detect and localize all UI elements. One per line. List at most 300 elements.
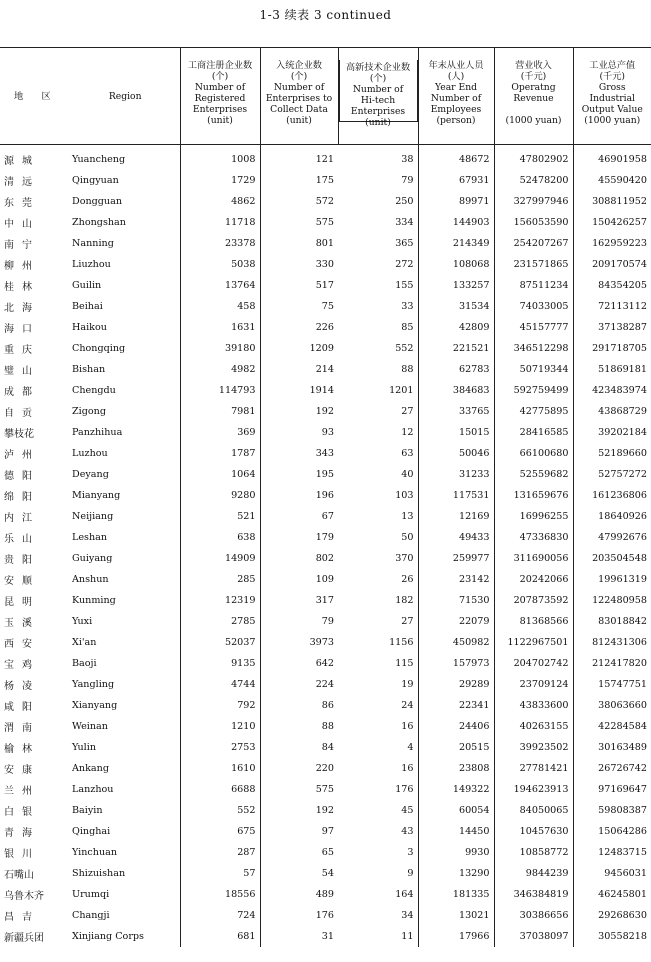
revenue-cell: 204702742 (494, 653, 573, 674)
output-cell: 150426257 (592, 217, 647, 228)
collect-cell: 93 (321, 427, 334, 438)
revenue-cell: 27781421 (494, 758, 573, 779)
collect-cell: 84 (321, 742, 334, 753)
registered-cell: 1631 (180, 317, 260, 338)
registered-cell: 1210 (180, 716, 260, 737)
employees-cell: 221521 (418, 338, 494, 359)
registered-cell: 14909 (180, 548, 260, 569)
table-row (0, 338, 651, 359)
employees-cell: 108068 (418, 254, 494, 275)
region-header-cn: 地 区 (14, 90, 51, 102)
employees-cell: 24406 (418, 716, 494, 737)
table-row (0, 926, 651, 947)
output-cell: 47992676 (598, 532, 647, 543)
revenue-cell: 45157777 (494, 317, 573, 338)
table-row (0, 569, 651, 590)
region-cn-cell: 昆明 (4, 597, 40, 608)
registered-header (180, 48, 260, 145)
collect-cell: 175 (315, 175, 334, 186)
table-row (0, 590, 651, 611)
employees-cell: 13290 (418, 863, 494, 884)
table-row (0, 317, 651, 338)
output-cell: 209170574 (592, 259, 647, 270)
hitech-cell: 552 (338, 338, 418, 359)
registered-cell: 114793 (180, 380, 260, 401)
revenue-cell: 207873592 (494, 590, 573, 611)
collect-cell: 109 (315, 574, 334, 585)
employees-cell: 15015 (418, 422, 494, 443)
region-cn-cell: 渭南 (4, 723, 40, 734)
collect-header-line: Number of (273, 82, 325, 93)
hitech-cell: 40 (338, 464, 418, 485)
hitech-cell: 11 (338, 926, 418, 947)
hitech-cell: 85 (338, 317, 418, 338)
registered-cell: 2753 (180, 737, 260, 758)
output-cell: 162959223 (592, 238, 647, 249)
employees-cell: 71530 (418, 590, 494, 611)
region-en-cell: Haikou (70, 317, 180, 338)
output-cell: 52189660 (598, 448, 647, 459)
collect-cell: 195 (315, 469, 334, 480)
output-cell: 15064286 (598, 826, 647, 837)
employees-cell: 259977 (418, 548, 494, 569)
hitech-cell: 12 (338, 422, 418, 443)
revenue-cell: 39923502 (494, 737, 573, 758)
employees-cell: 14450 (418, 821, 494, 842)
hitech-cell: 63 (338, 443, 418, 464)
output-cell: 43868729 (598, 406, 647, 417)
output-cell: 423483974 (592, 385, 647, 396)
collect-cell: 1914 (309, 385, 334, 396)
table-row (0, 884, 651, 905)
revenue-cell: 16996255 (494, 506, 573, 527)
output-cell: 161236806 (592, 490, 647, 501)
table-row (0, 485, 651, 506)
region-cn-cell: 新疆兵团 (4, 933, 44, 944)
registered-cell: 724 (180, 905, 260, 926)
output-header-line: (千元) (599, 71, 626, 82)
employees-cell: 42809 (418, 317, 494, 338)
registered-cell: 12319 (180, 590, 260, 611)
collect-header-line: Collect Data (270, 104, 328, 115)
hitech-cell: 43 (338, 821, 418, 842)
revenue-header-line: (千元) (520, 71, 547, 82)
table-row (0, 695, 651, 716)
registered-cell: 1729 (180, 170, 260, 191)
registered-header-line: Number of (194, 82, 246, 93)
employees-cell: 17966 (418, 926, 494, 947)
employees-header-line: (人) (447, 71, 465, 82)
collect-cell: 75 (321, 301, 334, 312)
output-cell: 97169647 (598, 784, 647, 795)
registered-cell: 18556 (180, 884, 260, 905)
region-cn-cell: 白银 (4, 807, 40, 818)
hitech-cell: 155 (338, 275, 418, 296)
collect-cell: 1209 (309, 343, 334, 354)
employees-cell: 144903 (418, 212, 494, 233)
hitech-cell: 24 (338, 695, 418, 716)
region-en-cell: Baoji (70, 653, 180, 674)
registered-cell: 6688 (180, 779, 260, 800)
revenue-cell: 156053590 (494, 212, 573, 233)
output-cell: 83018842 (598, 616, 647, 627)
hitech-cell: 4 (338, 737, 418, 758)
table-row (0, 800, 651, 821)
output-cell: 29268630 (598, 910, 647, 921)
registered-header-line: Enterprises (192, 104, 248, 115)
collect-cell: 220 (315, 763, 334, 774)
employees-cell: 49433 (418, 527, 494, 548)
table-row (0, 296, 651, 317)
employees-header-line: (person) (436, 115, 476, 126)
region-cn-cell: 乐山 (4, 534, 40, 545)
output-cell: 37138287 (598, 322, 647, 333)
region-cn-cell: 兰州 (4, 786, 40, 797)
region-cn-cell: 乌鲁木齐 (4, 891, 44, 902)
revenue-cell: 231571865 (494, 254, 573, 275)
output-header-line: 工业总产值 (589, 60, 636, 71)
registered-header-line: (个) (211, 71, 229, 82)
hitech-header (338, 48, 418, 145)
collect-cell: 642 (315, 658, 334, 669)
region-en-cell: Leshan (70, 527, 180, 548)
region-cn-cell: 柳州 (4, 261, 40, 272)
collect-cell: 97 (321, 826, 334, 837)
output-cell: 39202184 (598, 427, 647, 438)
output-cell: 59808387 (598, 805, 647, 816)
output-cell: 45590420 (598, 175, 647, 186)
output-header (573, 48, 651, 145)
hitech-cell: 50 (338, 527, 418, 548)
output-cell: 12483715 (598, 847, 647, 858)
employees-cell: 181335 (418, 884, 494, 905)
collect-header-line: 入统企业数 (276, 60, 322, 71)
region-en-cell: Yinchuan (70, 842, 180, 863)
region-cn-cell: 绵阳 (4, 492, 40, 503)
region-en-cell: Qingyuan (70, 170, 180, 191)
hitech-cell: 250 (338, 191, 418, 212)
table-row (0, 443, 651, 464)
output-cell: 52757272 (598, 469, 647, 480)
hitech-cell: 27 (338, 611, 418, 632)
output-cell: 212417820 (592, 658, 647, 669)
employees-cell: 48672 (418, 145, 494, 171)
hitech-header-box (339, 60, 418, 128)
table-row (0, 758, 651, 779)
table-row (0, 212, 651, 233)
region-en-cell: Mianyang (70, 485, 180, 506)
employees-cell: 22079 (418, 611, 494, 632)
output-header-line: Industrial (589, 93, 635, 104)
output-cell: 308811952 (592, 196, 647, 207)
region-en-cell: Luzhou (70, 443, 180, 464)
collect-cell: 517 (315, 280, 334, 291)
employees-cell: 60054 (418, 800, 494, 821)
registered-cell: 1064 (180, 464, 260, 485)
collect-cell: 572 (315, 196, 334, 207)
employees-cell: 12169 (418, 506, 494, 527)
registered-cell: 285 (180, 569, 260, 590)
region-en-cell: Yangling (70, 674, 180, 695)
hitech-header-line: Number of (352, 84, 404, 95)
revenue-cell: 20242066 (494, 569, 573, 590)
table-row (0, 275, 651, 296)
region-en-cell: Kunming (70, 590, 180, 611)
output-header-line: (1000 yuan) (584, 115, 641, 126)
region-en-cell: Anshun (70, 569, 180, 590)
region-en-cell: Xianyang (70, 695, 180, 716)
collect-cell: 343 (315, 448, 334, 459)
region-en-cell: Yuxi (70, 611, 180, 632)
hitech-cell: 38 (338, 145, 418, 171)
table-row (0, 653, 651, 674)
output-cell: 46901958 (598, 154, 647, 165)
output-header-line: Gross (598, 82, 626, 93)
output-cell: 30163489 (598, 742, 647, 753)
registered-cell: 792 (180, 695, 260, 716)
registered-cell: 287 (180, 842, 260, 863)
hitech-header-line: Hi-tech (360, 95, 396, 106)
hitech-cell: 26 (338, 569, 418, 590)
revenue-cell: 87511234 (494, 275, 573, 296)
table-row (0, 145, 651, 171)
revenue-cell: 40263155 (494, 716, 573, 737)
registered-cell: 638 (180, 527, 260, 548)
region-en-cell: Qinghai (70, 821, 180, 842)
employees-header-line: Employees (430, 104, 482, 115)
hitech-header-line: Enterprises (350, 106, 406, 117)
table-row (0, 611, 651, 632)
collect-cell: 79 (321, 616, 334, 627)
hitech-cell: 33 (338, 296, 418, 317)
table-row (0, 233, 651, 254)
employees-cell: 214349 (418, 233, 494, 254)
region-cn-cell: 咸阳 (4, 702, 40, 713)
hitech-cell: 164 (338, 884, 418, 905)
collect-cell: 176 (315, 910, 334, 921)
revenue-cell: 47336830 (494, 527, 573, 548)
output-cell: 26726742 (598, 763, 647, 774)
table-row (0, 464, 651, 485)
region-cn-cell: 榆林 (4, 744, 40, 755)
region-en-cell: Shizuishan (70, 863, 180, 884)
table-body (0, 145, 651, 948)
hitech-cell: 34 (338, 905, 418, 926)
employees-cell: 450982 (418, 632, 494, 653)
region-en-cell: Nanning (70, 233, 180, 254)
table-row (0, 737, 651, 758)
region-cn-cell: 泸州 (4, 450, 40, 461)
region-cn-cell: 东莞 (4, 198, 40, 209)
registered-cell: 369 (180, 422, 260, 443)
region-en-cell: Baiyin (70, 800, 180, 821)
region-cn-cell: 安康 (4, 765, 40, 776)
registered-cell: 9280 (180, 485, 260, 506)
registered-cell: 675 (180, 821, 260, 842)
region-cn-cell: 银川 (4, 849, 40, 860)
revenue-cell: 194623913 (494, 779, 573, 800)
employees-cell: 9930 (418, 842, 494, 863)
table-row (0, 191, 651, 212)
collect-cell: 226 (315, 322, 334, 333)
region-header-en: Region (108, 90, 142, 102)
registered-cell: 681 (180, 926, 260, 947)
table-row (0, 632, 651, 653)
registered-cell: 1610 (180, 758, 260, 779)
hitech-cell: 176 (338, 779, 418, 800)
collect-cell: 224 (315, 679, 334, 690)
table-row (0, 359, 651, 380)
table-row (0, 863, 651, 884)
region-en-cell: Bishan (70, 359, 180, 380)
output-cell: 72113112 (598, 301, 647, 312)
collect-cell: 31 (321, 931, 334, 942)
page-title: 1-3 续表 3 continued (259, 8, 392, 22)
output-cell: 18640926 (598, 511, 647, 522)
table-row (0, 506, 651, 527)
output-header-line: Output Value (581, 104, 643, 115)
employees-cell: 117531 (418, 485, 494, 506)
region-en-cell: Lanzhou (70, 779, 180, 800)
revenue-cell: 23709124 (494, 674, 573, 695)
collect-cell: 3973 (309, 637, 334, 648)
revenue-header-line (497, 104, 571, 115)
header-row (0, 48, 651, 145)
employees-header-line: Year End (435, 82, 477, 93)
region-cn-cell: 璧山 (4, 366, 40, 377)
output-cell: 203504548 (592, 553, 647, 564)
registered-cell: 1787 (180, 443, 260, 464)
registered-cell: 7981 (180, 401, 260, 422)
hitech-cell: 79 (338, 170, 418, 191)
table-row (0, 821, 651, 842)
region-cn-cell: 重庆 (4, 345, 40, 356)
revenue-header-line: 营业收入 (515, 60, 552, 71)
registered-header-line: 工商注册企业数 (187, 60, 253, 71)
collect-header-line: (unit) (286, 115, 312, 126)
region-cn-cell: 成都 (4, 387, 40, 398)
employees-cell: 31233 (418, 464, 494, 485)
region-en-cell: Dongguan (70, 191, 180, 212)
region-cn-cell: 安顺 (4, 576, 40, 587)
output-cell: 84354205 (598, 280, 647, 291)
region-cn-cell: 海口 (4, 324, 40, 335)
registered-cell: 4862 (180, 191, 260, 212)
revenue-header-line: (1000 yuan) (505, 115, 562, 126)
region-en-cell: Beihai (70, 296, 180, 317)
registered-cell: 552 (180, 800, 260, 821)
region-en-cell: Weinan (70, 716, 180, 737)
region-cn-cell: 西安 (4, 639, 40, 650)
table-row (0, 422, 651, 443)
table-row (0, 527, 651, 548)
region-en-cell: Ankang (70, 758, 180, 779)
employees-header-line: Number of (430, 93, 482, 104)
region-en-cell: Guilin (70, 275, 180, 296)
revenue-header (494, 48, 573, 145)
registered-cell: 4982 (180, 359, 260, 380)
region-cn-cell: 北海 (4, 303, 40, 314)
region-cn-cell: 攀枝花 (4, 429, 34, 440)
collect-cell: 489 (315, 889, 334, 900)
region-en-cell: Yulin (70, 737, 180, 758)
region-cn-cell: 宝鸡 (4, 660, 40, 671)
employees-cell: 20515 (418, 737, 494, 758)
revenue-cell: 50719344 (494, 359, 573, 380)
output-cell: 51869181 (598, 364, 647, 375)
employees-cell: 23808 (418, 758, 494, 779)
region-cn-cell: 中山 (4, 219, 40, 230)
region-cn-cell: 贵阳 (4, 555, 40, 566)
employees-cell: 89971 (418, 191, 494, 212)
collect-cell: 317 (315, 595, 334, 606)
table-row (0, 401, 651, 422)
statistics-table (0, 47, 651, 947)
registered-cell: 5038 (180, 254, 260, 275)
hitech-cell: 365 (338, 233, 418, 254)
registered-cell: 13764 (180, 275, 260, 296)
revenue-cell: 42775895 (494, 401, 573, 422)
hitech-cell: 115 (338, 653, 418, 674)
revenue-header-line: Revenue (513, 93, 554, 104)
collect-cell: 575 (315, 784, 334, 795)
hitech-cell: 27 (338, 401, 418, 422)
revenue-cell: 131659676 (494, 485, 573, 506)
registered-cell: 57 (180, 863, 260, 884)
revenue-cell: 52478200 (494, 170, 573, 191)
revenue-cell: 81368566 (494, 611, 573, 632)
region-en-cell: Xinjiang Corps (70, 926, 180, 947)
collect-cell: 86 (321, 700, 334, 711)
registered-cell: 39180 (180, 338, 260, 359)
hitech-cell: 16 (338, 758, 418, 779)
collect-header-line: (个) (290, 71, 308, 82)
collect-cell: 802 (315, 553, 334, 564)
region-cn-cell: 南宁 (4, 240, 40, 251)
employees-cell: 23142 (418, 569, 494, 590)
collect-cell: 575 (315, 217, 334, 228)
hitech-cell: 9 (338, 863, 418, 884)
region-en-cell: Panzhihua (70, 422, 180, 443)
registered-cell: 52037 (180, 632, 260, 653)
output-cell: 291718705 (592, 343, 647, 354)
employees-cell: 157973 (418, 653, 494, 674)
hitech-header-line: 高新技术企业数 (345, 62, 411, 73)
collect-cell: 196 (315, 490, 334, 501)
region-cn-cell: 青海 (4, 828, 40, 839)
employees-cell: 62783 (418, 359, 494, 380)
revenue-cell: 28416585 (494, 422, 573, 443)
region-en-cell: Yuancheng (70, 145, 180, 171)
revenue-cell: 592759499 (494, 380, 573, 401)
revenue-cell: 346512298 (494, 338, 573, 359)
region-cn-cell: 源城 (4, 156, 40, 167)
hitech-cell: 272 (338, 254, 418, 275)
region-header (0, 48, 180, 145)
collect-cell: 121 (315, 154, 334, 165)
registered-header-line: Registered (194, 93, 246, 104)
output-cell: 19961319 (598, 574, 647, 585)
region-cn-cell: 德阳 (4, 471, 40, 482)
hitech-cell: 1201 (338, 380, 418, 401)
collect-cell: 67 (321, 511, 334, 522)
output-cell: 30558218 (598, 931, 647, 942)
registered-cell: 11718 (180, 212, 260, 233)
employees-cell: 22341 (418, 695, 494, 716)
revenue-cell: 1122967501 (494, 632, 573, 653)
hitech-cell: 88 (338, 359, 418, 380)
output-cell: 38063660 (598, 700, 647, 711)
